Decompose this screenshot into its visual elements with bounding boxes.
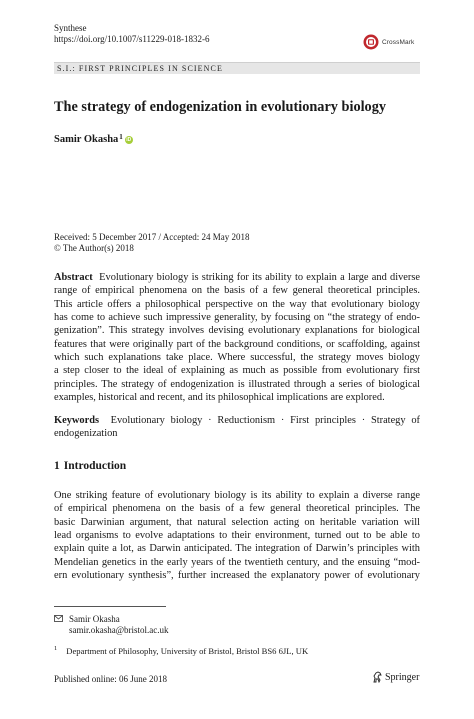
footnote-divider xyxy=(54,606,166,607)
crossmark-label: CrossMark xyxy=(382,38,415,46)
section-number: 1 xyxy=(54,460,60,472)
journal-name: Synthese xyxy=(54,23,87,33)
intro-paragraph xyxy=(54,489,420,582)
abstract xyxy=(54,271,420,404)
publisher-name: Springer xyxy=(385,671,420,683)
springer-horse-icon xyxy=(372,671,383,683)
abstract-line: which such explanations take place. Where successful, the strategy moves biology xyxy=(54,352,420,364)
abstract-line: genization”. This strategy involves devising evolutionary explanations for biological xyxy=(54,325,420,337)
abstract-line: features that were originally part of the background conditions, or scaffolding, against xyxy=(54,338,420,350)
series-label: S.I.: FIRST PRINCIPLES IN SCIENCE xyxy=(57,64,223,73)
series-banner xyxy=(54,62,420,74)
corresponding-author xyxy=(54,614,169,636)
contact-email[interactable]: samir.okasha@bristol.ac.uk xyxy=(69,625,169,635)
intro-line: explain quite a lot, as Darwin anticipated. The integration of Darwin’s principles with xyxy=(54,543,420,555)
abstract-label: Abstract xyxy=(54,272,93,283)
author-affil-mark: 1 xyxy=(119,133,123,141)
envelope-icon xyxy=(54,614,63,625)
section-title: Introduction xyxy=(63,460,127,472)
springer-logo xyxy=(372,671,419,683)
contact-name: Samir Okasha xyxy=(69,614,120,624)
copyright-notice: © The Author(s) 2018 xyxy=(54,243,134,253)
orcid-icon[interactable]: iD xyxy=(126,137,132,143)
keywords-line: Evolutionary biology · Reductionism · First principles · Strategy of xyxy=(110,415,421,426)
affiliation-number: 1 xyxy=(54,645,58,652)
doi-link[interactable]: https://doi.org/10.1007/s11229-018-1832-6 xyxy=(54,34,210,44)
published-date: Published online: 06 June 2018 xyxy=(54,674,167,684)
intro-line: lead organisms to evolve adaptations to their environment, turned out to be able to xyxy=(54,530,420,542)
intro-line: basic Darwinian argument, that natural selection acting on heritable variation will xyxy=(54,516,420,528)
crossmark-icon xyxy=(363,34,379,50)
article-title: The strategy of endogenization in evolutionary biology xyxy=(54,99,387,115)
keywords-line: endogenization xyxy=(54,428,118,440)
abstract-line: Evolutionary biology is striking for its ability to explain a large and diverse xyxy=(99,272,421,283)
abstract-line: principles. The strategy of endogenization is illustrated through a series of biological xyxy=(54,378,420,390)
abstract-line: This article offers a philosophical perspective on the way that evolutionary biology xyxy=(54,298,420,310)
crossmark-badge[interactable] xyxy=(363,34,414,50)
intro-line: One striking feature of evolutionary biology is its ability to explain a diverse range xyxy=(54,490,420,501)
keywords xyxy=(54,414,420,441)
abstract-line: a step closer to the ideal of explaining as much as possible from evolutionary first xyxy=(54,365,420,377)
author-line xyxy=(54,134,133,145)
affiliation-footnote xyxy=(54,643,308,657)
affiliation-text: Department of Philosophy, University of Bristol, Bristol BS6 6JL, UK xyxy=(66,645,309,656)
intro-line: of empirical phenomena on the basis of a few general theoretical principles. The xyxy=(54,503,420,515)
abstract-line: range of empirical phenomena on the basis of a few general theoretical principles. xyxy=(54,285,420,297)
abstract-line: examples, historical and recent, and its philosophical implications are explored. xyxy=(54,392,385,404)
received-dates: Received: 5 December 2017 / Accepted: 24 May 2018 xyxy=(54,232,250,242)
abstract-line: has come to achieve such impressive generality, by focusing on “the strategy of endo- xyxy=(54,312,420,324)
keywords-label: Keywords xyxy=(54,415,100,426)
intro-line: Mendelian genetics in the early years of the twentieth century, and the ensuing “mod- xyxy=(54,556,420,568)
author-name[interactable]: Samir Okasha xyxy=(54,134,119,145)
intro-line: ern evolutionary synthesis”, further increased the explanatory power of evolutionary xyxy=(54,570,420,582)
section-heading xyxy=(54,460,126,472)
